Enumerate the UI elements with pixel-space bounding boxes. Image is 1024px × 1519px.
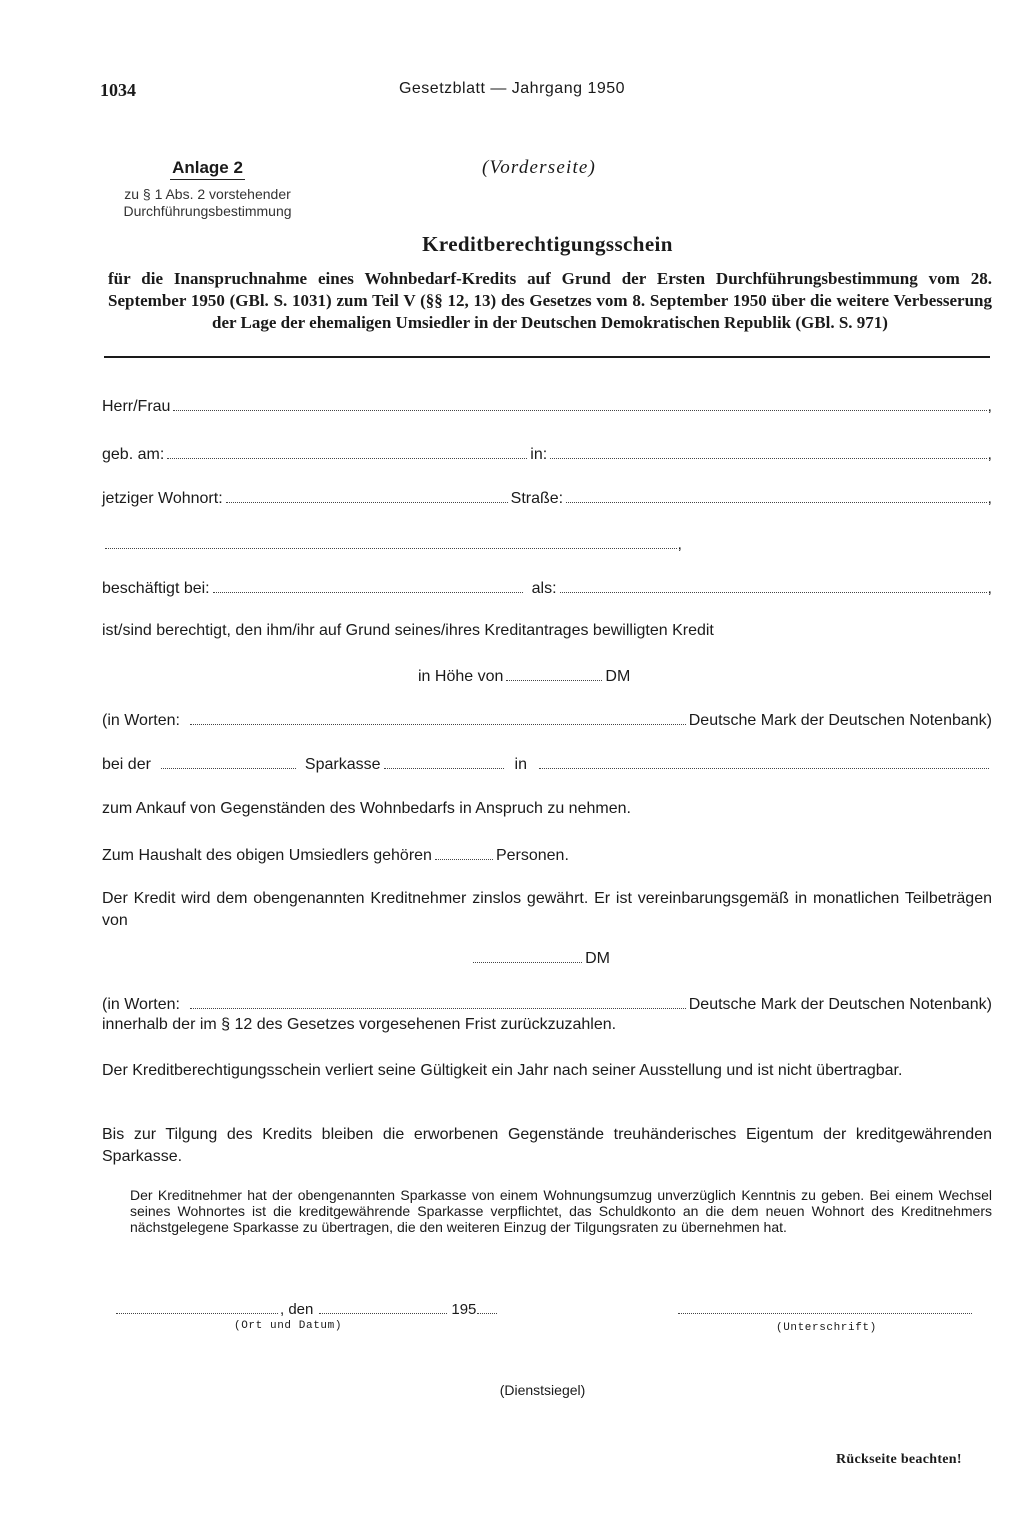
label-in-ort: in	[514, 756, 527, 773]
sig-unterschrift-row	[678, 1298, 972, 1318]
caption-dienstsiegel: (Dienstsiegel)	[499, 1382, 586, 1398]
row-in-worten	[102, 708, 992, 730]
label-sparkasse: Sparkasse	[304, 756, 381, 773]
label-in: in:	[530, 446, 548, 463]
label-als: als:	[531, 580, 557, 597]
label-year: 195	[451, 1301, 477, 1318]
field-ausweis-nr[interactable]	[105, 548, 677, 549]
label-in-worten2: (in Worten:	[102, 996, 180, 1013]
field-strasse[interactable]	[566, 502, 986, 503]
label-personen: Personen.	[495, 847, 569, 864]
row-rate	[470, 946, 610, 968]
label-in-worten: (in Worten:	[102, 712, 180, 729]
label-bei-der: bei der	[102, 756, 151, 773]
caption-unterschrift: (Unterschrift)	[776, 1322, 877, 1334]
field-betrag-worte[interactable]	[190, 724, 686, 725]
document-subtitle: für die Inanspruchnahme eines Wohnbedarf-Kredits auf Grund der Ersten Durchführungsbestimmung vom 28. September 1950 (GBl. S. 1031) zum Teil V (§§ 12, 13) des Gesetzes vom 8. September 1950 über die weitere Verbesserung der Lage der ehemaligen Umsiedler in der Deutschen Demokratischen Republik (GBl. S. 971)	[108, 269, 992, 332]
para-hinweis: Der Kreditnehmer hat der obengenannten Sparkasse von einem Wohnungsumzug unverzüglich Kenntnis zu geben. Bei einem Wechsel seines Wohnortes ist die kreditgewährende Sparkasse verpflichtet, das Schuldkonto an die dem neuen Wohnort des Kreditnehmers nächstgelegene Sparkasse zu übertragen, die den weiteren Einzug der Tilgungsraten zu übernehmen hat.	[130, 1187, 992, 1235]
title-rule	[104, 356, 990, 358]
field-datum[interactable]	[319, 1313, 447, 1314]
label-wohnort: jetziger Wohnort:	[102, 490, 223, 507]
comma: ,	[677, 536, 682, 553]
field-personen[interactable]	[435, 859, 493, 860]
row-ausweis	[102, 532, 682, 554]
comma: ,	[987, 490, 992, 507]
row-sparkasse	[102, 752, 992, 774]
para-frist: innerhalb der im § 12 des Gesetzes vorgesehenen Frist zurückzuzahlen.	[102, 1016, 617, 1033]
field-ort[interactable]	[116, 1313, 278, 1314]
field-rate-worte[interactable]	[190, 1008, 686, 1009]
row-haushalt	[102, 843, 642, 865]
label-deutsche-mark2: Deutsche Mark der Deutschen Notenbank)	[688, 996, 992, 1013]
label-deutsche-mark: Deutsche Mark der Deutschen Notenbank)	[688, 712, 992, 729]
field-rate[interactable]	[473, 962, 582, 963]
label-haushalt: Zum Haushalt des obigen Umsiedlers gehören	[102, 847, 432, 864]
sig-ort-datum-row	[116, 1298, 516, 1318]
comma: ,	[987, 580, 992, 597]
comma: ,	[987, 398, 992, 415]
label-in-hoehe-von: in Höhe von	[418, 668, 504, 685]
para-kredit: Der Kredit wird dem obengenannten Kreditnehmer zinslos gewährt. Er ist vereinbarungsgemäß in monatlichen Teilbeträgen von	[102, 890, 992, 929]
para-berechtigt: ist/sind berechtigt, den ihm/ihr auf Grund seines/ihres Kreditantrages bewilligten Kredit	[102, 622, 714, 639]
page-number: 1034	[100, 80, 136, 100]
running-title: Gesetzblatt — Jahrgang 1950	[398, 80, 626, 97]
field-sparkasse-extra[interactable]	[384, 768, 504, 769]
field-beruf[interactable]	[560, 592, 987, 593]
field-sparkasse-ort[interactable]	[539, 768, 989, 769]
label-dm: DM	[605, 668, 631, 685]
field-wohnort[interactable]	[226, 502, 508, 503]
field-year[interactable]	[477, 1313, 497, 1314]
footer-rueckseite: Rückseite beachten!	[836, 1452, 962, 1467]
side-label: (Vorderseite)	[482, 157, 597, 178]
label-beschaeftigt: beschäftigt bei:	[102, 580, 210, 597]
field-sparkasse-name[interactable]	[161, 768, 296, 769]
row-in-worten2	[102, 992, 992, 1014]
caption-ort-datum: (Ort und Datum)	[234, 1320, 343, 1332]
row-hoehe	[418, 664, 678, 686]
label-geb-am: geb. am:	[102, 446, 165, 463]
field-betrag[interactable]	[506, 680, 602, 681]
para-tilgung: Bis zur Tilgung des Kredits bleiben die erworbenen Gegenstände treuhänderisches Eigentum der kreditgewährenden Sparkasse.	[102, 1126, 992, 1165]
field-birth-date[interactable]	[167, 458, 527, 459]
label-den: , den	[280, 1301, 314, 1318]
comma: ,	[987, 446, 992, 463]
label-herr-frau: Herr/Frau	[102, 398, 171, 415]
label-dm2: DM	[585, 950, 610, 967]
row-wohnort	[102, 486, 992, 508]
field-birth-place[interactable]	[550, 458, 986, 459]
para-ankauf: zum Ankauf von Gegenständen des Wohnbedarfs in Anspruch zu nehmen.	[102, 800, 631, 817]
row-geb	[102, 442, 992, 464]
para-gueltigkeit: Der Kreditberechtigungsschein verliert seine Gültigkeit ein Jahr nach seiner Ausstellung und ist nicht übertragbar.	[102, 1062, 903, 1079]
annex-block	[105, 158, 310, 220]
annex-subtitle-line1: zu § 1 Abs. 2 vorstehender	[124, 186, 291, 202]
annex-subtitle-line2: Durchführungsbestimmung	[123, 203, 292, 219]
annex-title: Anlage 2	[170, 158, 245, 180]
document-title: Kreditberechtigungsschein	[422, 232, 673, 256]
row-beschaeftigt	[102, 576, 992, 598]
field-name[interactable]	[173, 410, 986, 411]
field-unterschrift[interactable]	[678, 1313, 972, 1314]
row-herr-frau	[102, 394, 992, 416]
field-arbeitgeber[interactable]	[213, 592, 523, 593]
label-strasse: Straße:	[510, 490, 564, 507]
